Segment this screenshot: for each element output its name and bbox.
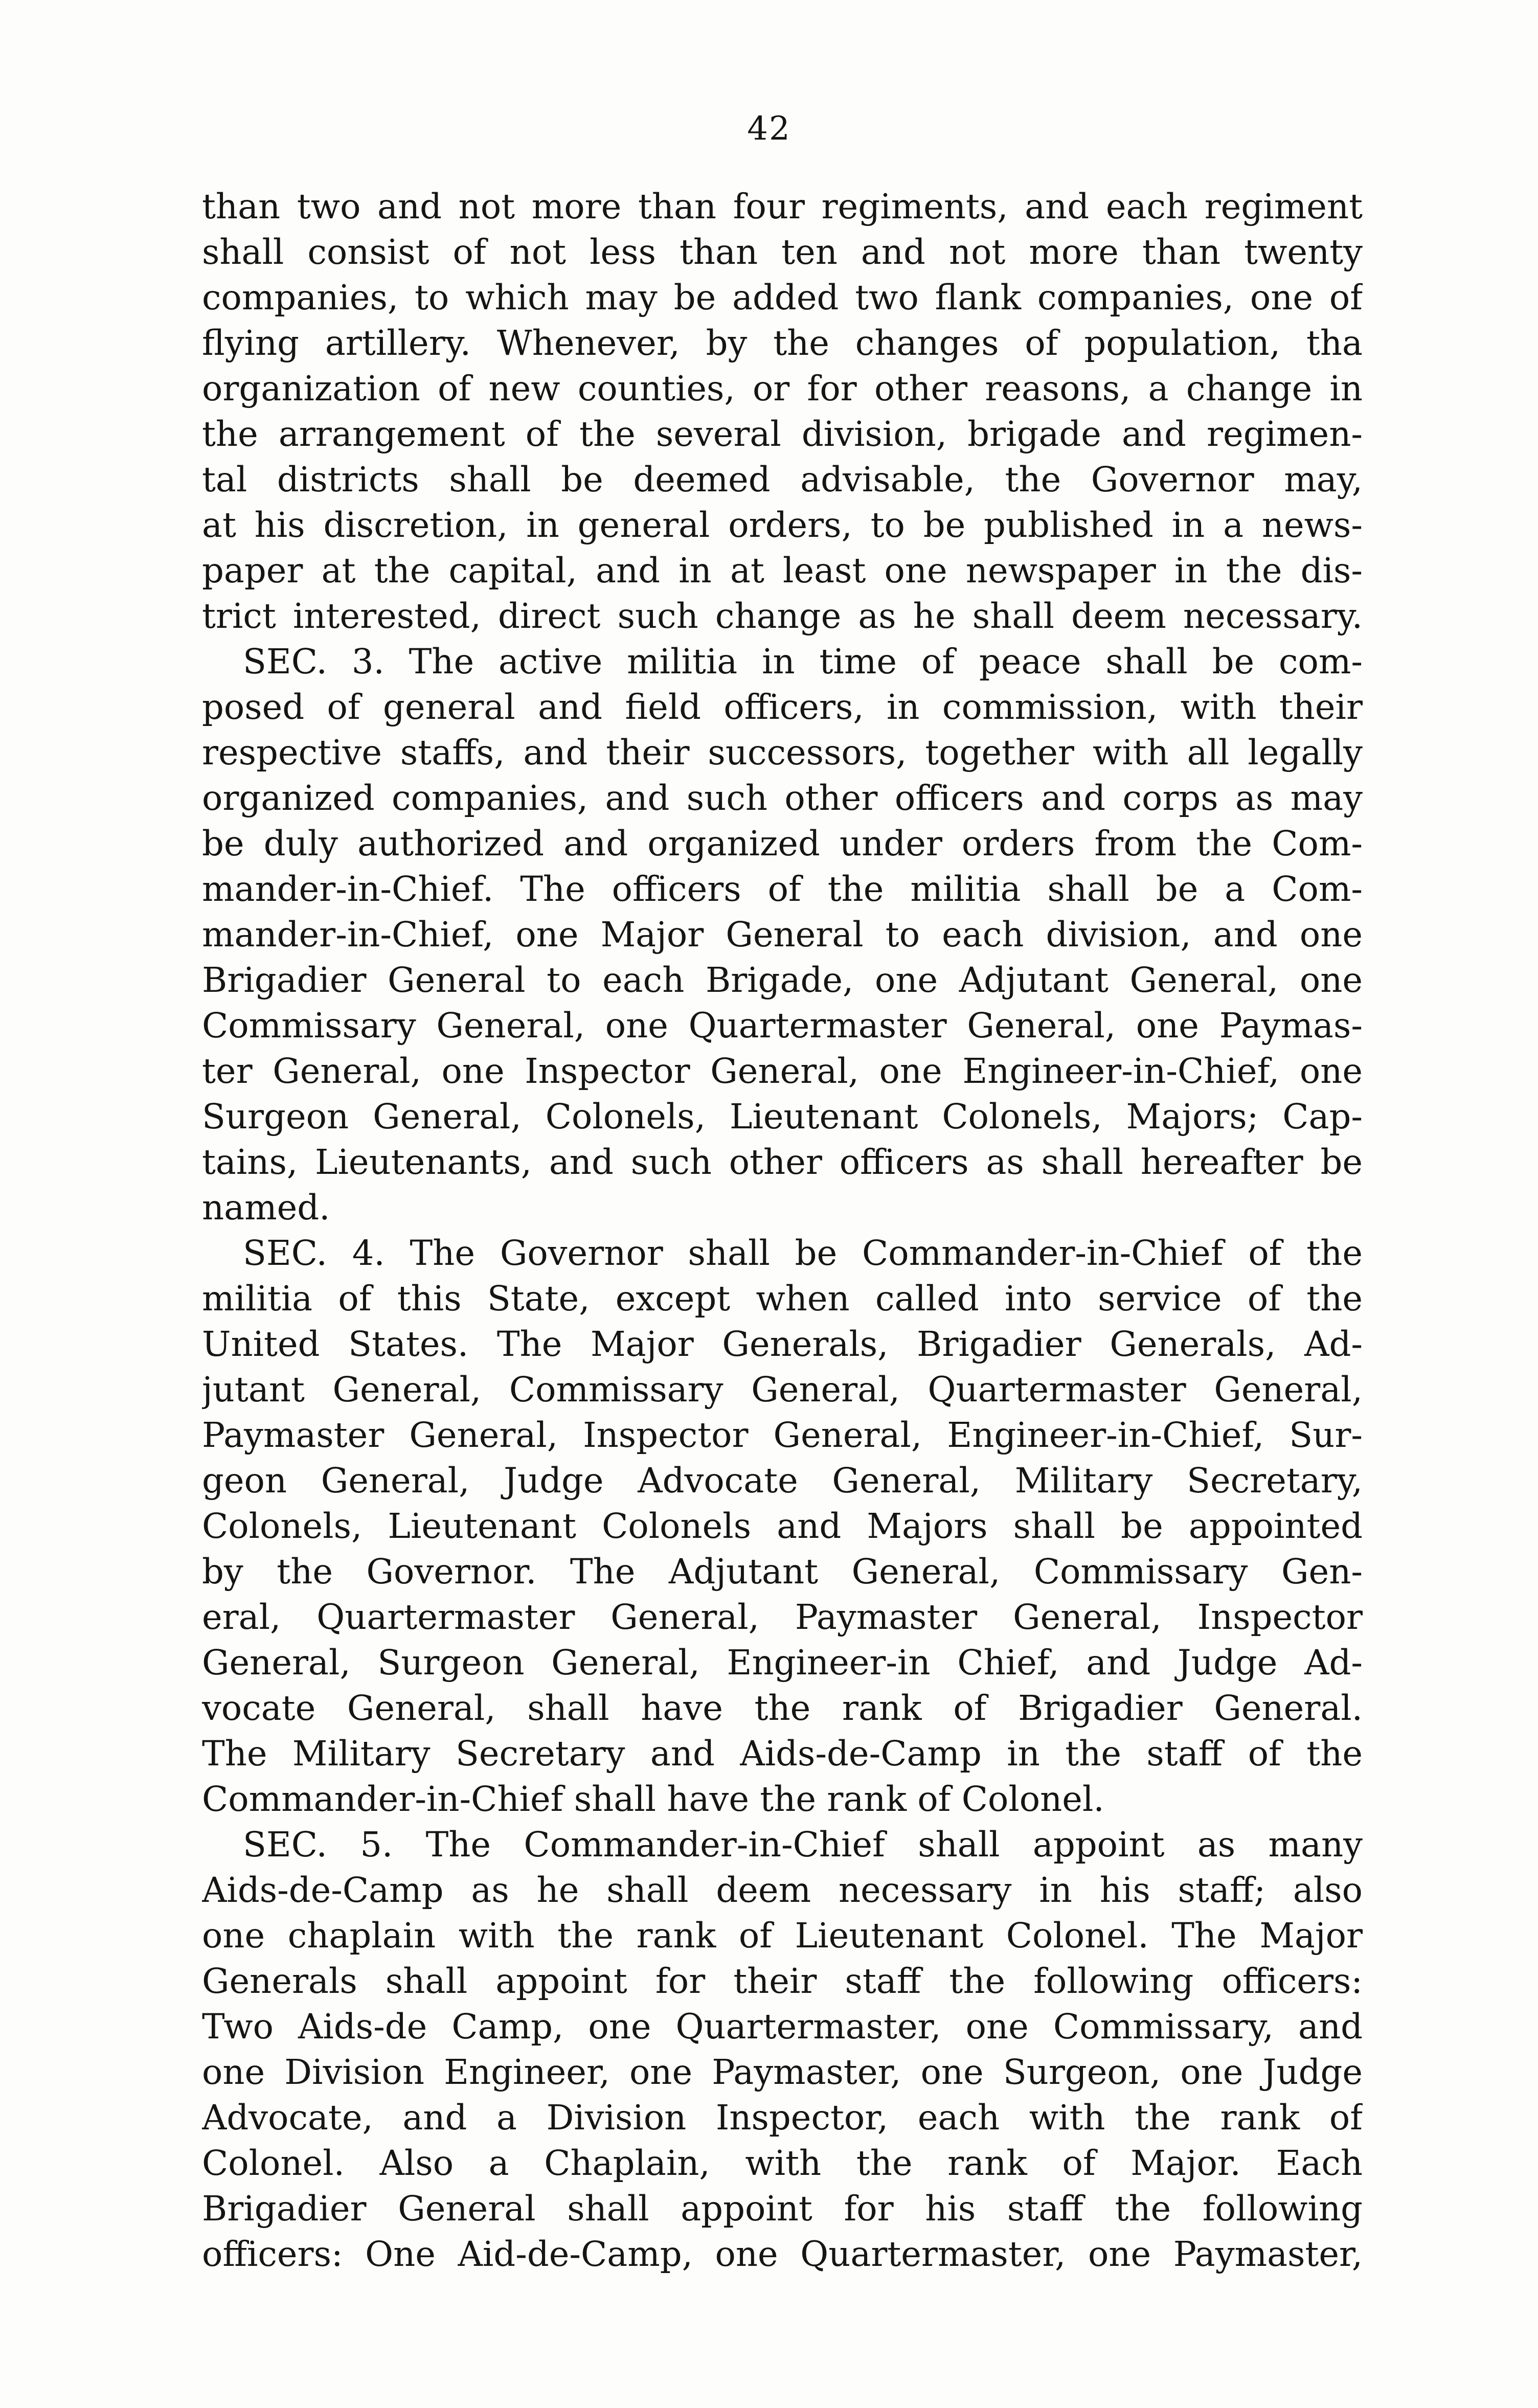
text-line: one Division Engineer, one Paymaster, one Surgeon, one Judge [202, 2052, 1363, 2092]
text-line: Two Aids-de Camp, one Quartermaster, one Commissary, and [202, 2007, 1363, 2047]
text-line: ter General, one Inspector General, one Engineer-in-Chief, one [202, 1051, 1363, 1091]
page-number: 42 [747, 110, 791, 148]
body-text [202, 184, 1363, 2277]
text-line: Advocate, and a Division Inspector, each with the rank of [202, 2098, 1363, 2138]
section-3-first-line: SEC. 3. The active militia in time of peace shall be com- [243, 642, 1363, 681]
text-line: the arrangement of the several division, brigade and regimen- [202, 414, 1363, 454]
text-line: jutant General, Commissary General, Quartermaster General, [202, 1370, 1363, 1410]
text-line: respective staffs, and their successors, together with all legally [202, 733, 1363, 773]
text-line: tains, Lieutenants, and such other officers as shall hereafter be [202, 1142, 1363, 1182]
text-line: Aids-de-Camp as he shall deem necessary in his staff; also [202, 1870, 1363, 1910]
text-line: The Military Secretary and Aids-de-Camp in the staff of the [202, 1734, 1363, 1774]
text-line: than two and not more than four regiments, and each regiment [202, 187, 1363, 226]
text-line: Paymaster General, Inspector General, Engineer-in-Chief, Sur- [202, 1415, 1363, 1455]
text-line: Colonel. Also a Chaplain, with the rank of Major. Each [202, 2143, 1363, 2183]
text-line: vocate General, shall have the rank of Brigadier General. [202, 1688, 1363, 1728]
text-line: Commander-in-Chief shall have the rank of Colonel. [202, 1779, 1104, 1819]
text-line: shall consist of not less than ten and not more than twenty [202, 232, 1363, 272]
text-line: eral, Quartermaster General, Paymaster General, Inspector [202, 1597, 1363, 1637]
text-line: trict interested, direct such change as he shall deem necessary. [202, 596, 1363, 636]
text-line: mander-in-Chief. The officers of the militia shall be a Com- [202, 869, 1363, 909]
text-line: General, Surgeon General, Engineer-in Chief, and Judge Ad- [202, 1643, 1363, 1683]
text-line: at his discretion, in general orders, to be published in a news- [202, 505, 1363, 545]
text-line: geon General, Judge Advocate General, Military Secretary, [202, 1461, 1363, 1501]
text-line: tal districts shall be deemed advisable, the Governor may, [202, 460, 1363, 499]
text-line: Brigadier General to each Brigade, one Adjutant General, one [202, 960, 1363, 1000]
text-line: by the Governor. The Adjutant General, Commissary Gen- [202, 1552, 1363, 1592]
text-line: Commissary General, one Quartermaster General, one Paymas- [202, 1006, 1363, 1046]
text-line: Brigadier General shall appoint for his staff the following [202, 2189, 1363, 2229]
section-5-first-line: SEC. 5. The Commander-in-Chief shall appoint as many [243, 1825, 1363, 1865]
text-line: Generals shall appoint for their staff the following officers: [202, 1961, 1363, 2001]
section-4-first-line: SEC. 4. The Governor shall be Commander-in-Chief of the [243, 1233, 1363, 1273]
text-line: Surgeon General, Colonels, Lieutenant Colonels, Majors; Cap- [202, 1097, 1363, 1137]
text-line: one chaplain with the rank of Lieutenant Colonel. The Major [202, 1916, 1363, 1956]
text-line: officers: One Aid-de-Camp, one Quartermaster, one Paymaster, [202, 2234, 1363, 2274]
text-line: be duly authorized and organized under orders from the Com- [202, 824, 1363, 864]
text-line: Colonels, Lieutenant Colonels and Majors shall be appointed [202, 1506, 1363, 1546]
text-line: posed of general and field officers, in commission, with their [202, 687, 1363, 727]
text-line: militia of this State, except when called into service of the [202, 1279, 1363, 1319]
text-line: United States. The Major Generals, Brigadier Generals, Ad- [202, 1324, 1363, 1364]
text-line: companies, to which may be added two flank companies, one of [202, 278, 1363, 317]
text-line: organization of new counties, or for other reasons, a change in [202, 369, 1363, 408]
text-line: paper at the capital, and in at least one newspaper in the dis- [202, 551, 1363, 590]
text-line: organized companies, and such other officers and corps as may [202, 778, 1363, 818]
text-line: named. [202, 1188, 330, 1228]
text-line: flying artillery. Whenever, by the changes of population, tha [202, 323, 1363, 363]
text-line: mander-in-Chief, one Major General to each division, and one [202, 915, 1363, 955]
